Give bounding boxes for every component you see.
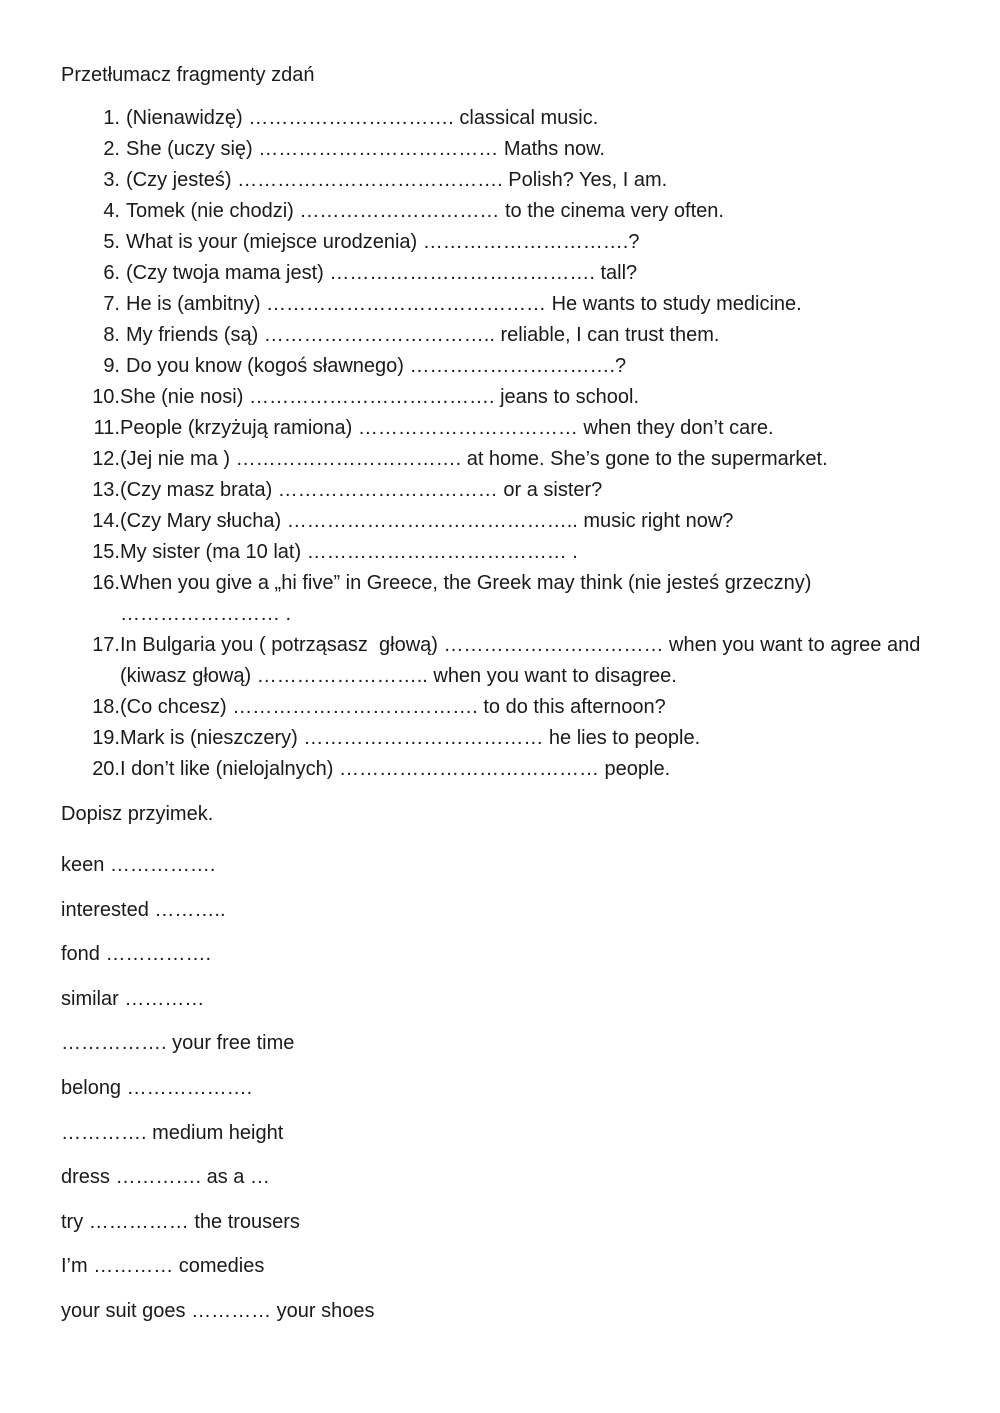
translate-list — [61, 103, 941, 785]
item-text: He is (ambitny) …………………………………… He wants to study medicine. — [126, 293, 802, 315]
item-text: When you give a „hi five” in Greece, the Greek may think (nie jesteś grzeczny) …………………… . — [120, 572, 812, 625]
preposition-item: your suit goes ………… your shoes — [61, 1299, 375, 1322]
item-number: 20. — [92, 758, 120, 780]
item-text: She (nie nosi) ………………………………. jeans to school. — [120, 386, 640, 408]
list-item — [61, 227, 941, 258]
list-item — [61, 568, 941, 630]
item-number: 16. — [92, 572, 120, 594]
list-item — [61, 692, 941, 723]
item-number: 3. — [103, 169, 120, 191]
item-text: People (krzyżują ramiona) …………………………… when they don’t care. — [120, 417, 774, 439]
list-item — [61, 537, 941, 568]
list-item — [61, 351, 941, 382]
item-text: I don’t like (nielojalnych) ………………………………… people. — [120, 758, 671, 780]
item-number: 19. — [92, 727, 120, 749]
item-number: 12. — [92, 448, 120, 470]
list-item — [61, 165, 941, 196]
item-number: 2. — [103, 138, 120, 160]
item-number: 11. — [93, 417, 120, 439]
item-number: 4. — [103, 200, 120, 222]
list-item — [61, 258, 941, 289]
preposition-item: fond ……………. — [61, 943, 212, 966]
preposition-item: keen ……………. — [61, 854, 216, 876]
item-text: (Czy jesteś) …………………………………. Polish? Yes, I am. — [126, 169, 668, 191]
item-number: 9. — [103, 355, 120, 377]
item-text: In Bulgaria you ( potrząsasz głową) …………………………… when you want to agree and (kiwasz głową) …………………….. when you want to disagree. — [120, 634, 921, 687]
item-text: What is your (miejsce urodzenia) ………………………….? — [126, 231, 640, 253]
item-text: Do you know (kogoś sławnego) ………………………….? — [126, 355, 627, 377]
list-item — [61, 103, 941, 134]
item-number: 10. — [92, 386, 120, 408]
preposition-list — [61, 850, 941, 1341]
preposition-heading: Dopisz przyimek. — [61, 803, 214, 825]
preposition-item: I’m ………… comedies — [61, 1255, 265, 1278]
preposition-item: try …………… the trousers — [61, 1210, 300, 1233]
item-number: 6. — [103, 262, 120, 284]
item-number: 17. — [92, 634, 120, 656]
list-item — [61, 320, 941, 351]
preposition-item: …………. medium height — [61, 1121, 284, 1144]
item-number: 14. — [92, 510, 120, 532]
item-text: Tomek (nie chodzi) ………………………… to the cinema very often. — [126, 200, 724, 222]
item-text: Mark is (nieszczery) ……………………………… he lies to people. — [120, 727, 701, 749]
item-number: 5. — [103, 231, 120, 253]
item-text: (Czy Mary słucha) …………………………………….. music right now? — [120, 510, 734, 532]
list-item — [61, 289, 941, 320]
list-item — [61, 723, 941, 754]
translate-heading: Przetłumacz fragmenty zdań — [61, 64, 315, 86]
preposition-item: dress …………. as a … — [61, 1166, 270, 1189]
item-number: 18. — [92, 696, 120, 718]
item-number: 7. — [103, 293, 120, 315]
list-item — [61, 630, 941, 692]
list-item — [61, 444, 941, 475]
item-text: She (uczy się) ……………………………… Maths now. — [126, 138, 605, 160]
list-item — [61, 413, 941, 444]
item-text: (Czy twoja mama jest) …………………………………. tall? — [126, 262, 638, 284]
item-number: 15. — [92, 541, 120, 563]
preposition-item: interested ……….. — [61, 898, 226, 921]
item-text: My friends (są) …………………………….. reliable, I can trust them. — [126, 324, 720, 346]
item-number: 8. — [103, 324, 120, 346]
preposition-item: belong ………………. — [61, 1076, 253, 1099]
item-text: (Nienawidzę) …………………………. classical music. — [126, 107, 599, 129]
item-text: (Co chcesz) ………………………………. to do this afternoon? — [120, 696, 666, 718]
list-item — [61, 134, 941, 165]
list-item — [61, 475, 941, 506]
item-text: (Czy masz brata) …………………………… or a sister? — [120, 479, 603, 501]
list-item — [61, 754, 941, 785]
list-item — [61, 382, 941, 413]
list-item — [61, 196, 941, 227]
item-number: 13. — [92, 479, 120, 501]
list-item — [61, 506, 941, 537]
item-number: 1. — [103, 107, 120, 129]
item-text: (Jej nie ma ) ……………………………. at home. She’s gone to the supermarket. — [120, 448, 828, 470]
item-text: My sister (ma 10 lat) ………………………………… . — [120, 541, 578, 563]
preposition-item: ……………. your free time — [61, 1032, 295, 1055]
worksheet-page — [61, 60, 941, 1341]
preposition-item: similar ………… — [61, 987, 205, 1010]
